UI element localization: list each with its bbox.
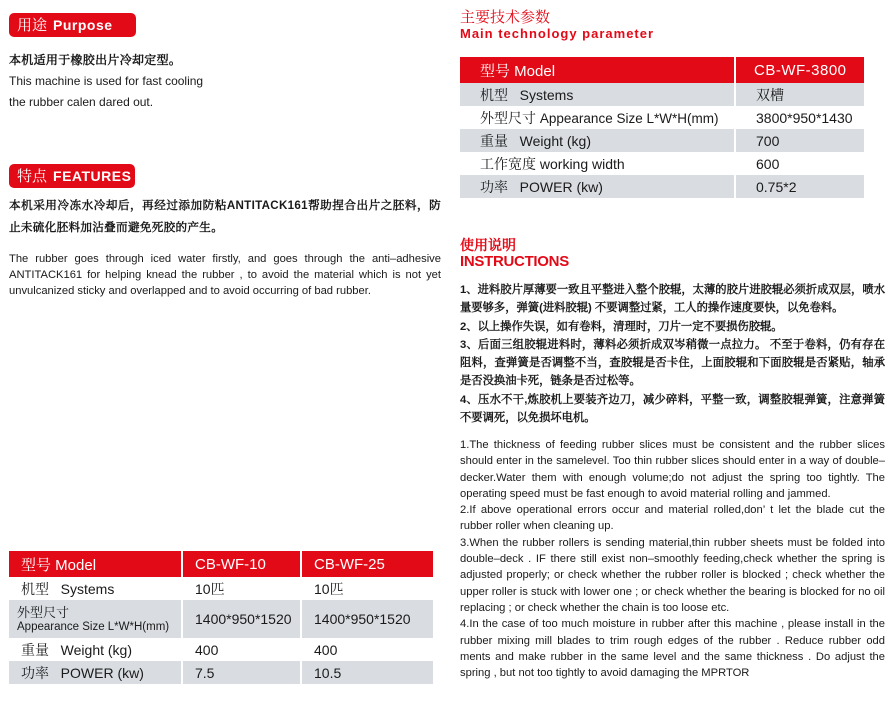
instruction-cn-item: 2、以上操作失误，如有卷料，清理时，刀片一定不要损伤胶辊。 — [460, 320, 783, 333]
row-label — [460, 83, 735, 106]
label-en: Weight (kg) — [519, 132, 591, 149]
row-col1: 7.5 — [182, 661, 301, 684]
features-text-cn: 本机采用冷冻水冷却后，再经过添加防粘ANTITACK161帮助捏合出片之胚料，防止未硫化胚料加沾叠而避免死胶的产生。 — [9, 199, 441, 234]
row-col2: 400 — [301, 638, 434, 661]
purpose-title-cn: 用途 — [17, 17, 48, 34]
label-en: Weight (kg) — [60, 641, 132, 658]
table-row — [9, 600, 434, 638]
row-col1: 10匹 — [182, 577, 301, 600]
row-col2: 10匹 — [301, 577, 434, 600]
instruction-cn-item: 4、压水不干,炼胶机上要装齐边刀，减少碎料，平整一致，调整胶辊弹簧，注意弹簧不要调死，以免损坏电机。 — [460, 393, 885, 425]
label-en: POWER (kw) — [519, 178, 603, 195]
row-label — [460, 175, 735, 198]
row-value: 700 — [735, 129, 865, 152]
instruction-cn-item: 1、进料胶片厚薄要一致且平整进入整个胶辊，太薄的胶片进胶辊必须折成双层，喷水量要够多，弹簧(进料胶辊) 不要调整过紧，工人的操作速度要快，以免卷料。 — [460, 284, 885, 315]
table-header-row — [9, 551, 434, 577]
instruction-en-item: 3.When the rubber rollers is sending material,thin rubber sheets must be folded into double–deck . IF there still exist non–smoothly feeding,check whether the spring is adjusted properly; or check whether the rubber roller is blocked ; check whether the upper roller is stuck with lower one ; or check whether the bearing is blocked for no oil replacing ; or check whether the chain is too loose etc. — [460, 536, 885, 614]
header-model-label: 型号 Model — [460, 57, 735, 83]
instruction-en-item: 1.The thickness of feeding rubber slices must be consistent and the rubber slices should enter in the samelevel. Too thin rubber slices should enter in a way of double–decker.Water them with enough volume;do not adjust the spring too tightly. The operating speed must be fast enough to avoid material rolling and jammed. — [460, 439, 885, 500]
row-label — [460, 129, 735, 152]
label-en: Appearance Size L*W*H(mm) — [17, 620, 170, 633]
main-spec-table — [460, 57, 866, 198]
row-value: 3800*950*1430 — [735, 106, 865, 129]
main-params-title-en: Main technology parameter — [460, 26, 655, 41]
header-model-col2: CB-WF-25 — [301, 551, 434, 577]
label-cn: 重量 — [480, 132, 508, 149]
instructions-cn — [460, 281, 885, 427]
label-cn: 外型尺寸 — [17, 604, 70, 620]
label-en: working width — [539, 155, 625, 172]
label-cn: 外型尺寸 — [480, 109, 536, 126]
label-cn: 重量 — [21, 641, 49, 658]
instruction-en-item: 4.In the case of too much moisture in rubber after this machine , please install in the rubber mixing mill blades to trim rough edges of the rubber . Reduce rubber odd ments and make rubber in the same level and the same thickness . Do adjust the spring , but not too tightly to avoid damaging the MPRTOR — [460, 618, 885, 680]
row-value: 600 — [735, 152, 865, 175]
instructions-title-cn: 使用说明 — [460, 237, 516, 253]
row-label — [9, 577, 182, 600]
features-text-en: The rubber goes through iced water firstly, and goes through the anti–adhesive ANTITACK161 for helping knead the rubber , to avoid the material which is not yet unvulcanized sticky and overlapped and to avoid occurring of bad rubber. — [9, 253, 441, 297]
row-label — [9, 661, 182, 684]
features-title-en: FEATURES — [53, 168, 132, 184]
label-cn: 功率 — [480, 178, 508, 195]
table-row — [460, 152, 865, 175]
instructions-en — [460, 437, 885, 681]
label-en: POWER (kw) — [60, 664, 144, 681]
label-cn: 工作宽度 — [480, 155, 536, 172]
table-row — [460, 175, 865, 198]
header-model-label: 型号 Model — [9, 551, 182, 577]
table-row — [9, 661, 434, 684]
row-col1: 1400*950*1520 — [182, 600, 301, 638]
row-value: 双槽 — [735, 83, 865, 106]
header-model-col1: CB-WF-10 — [182, 551, 301, 577]
purpose-title-en: Purpose — [53, 17, 113, 33]
table-row — [460, 106, 865, 129]
row-label — [9, 600, 182, 638]
purpose-text-en-line1: This machine is used for fast cooling — [9, 74, 204, 88]
purpose-text-cn: 本机适用于橡胶出片冷却定型。 — [9, 53, 182, 67]
row-col2: 10.5 — [301, 661, 434, 684]
features-heading — [9, 164, 135, 188]
label-cn: 功率 — [21, 664, 49, 681]
label-cn: 机型 — [21, 580, 49, 597]
label-en: Systems — [60, 580, 115, 597]
small-spec-table — [9, 551, 435, 684]
instruction-cn-item: 3、后面三组胶辊进料时，薄料必须折成双岑稍微一点拉力。 不至于卷料，仍有存在阻料，查弹簧是否调整不当，查胶辊是否卡住，上面胶辊和下面胶辊是否紧贴，轴承是否没换油卡死，链条是否过松等。 — [460, 338, 885, 388]
table-row — [9, 638, 434, 661]
row-col2: 1400*950*1520 — [301, 600, 434, 638]
features-title-cn: 特点 — [17, 168, 48, 185]
table-row — [460, 83, 865, 106]
label-en: Appearance Size L*W*H(mm) — [539, 110, 719, 126]
instruction-en-item: 2.If above operational errors occur and material rolled,don’ t let the blade cut the rubber roller when cleaning up. — [460, 504, 885, 533]
label-en: Systems — [519, 86, 574, 103]
row-col1: 400 — [182, 638, 301, 661]
row-label — [460, 152, 735, 175]
purpose-body — [9, 50, 429, 113]
header-model-value: CB-WF-3800 — [735, 57, 865, 83]
row-label — [9, 638, 182, 661]
table-header-row — [460, 57, 865, 83]
purpose-heading — [9, 13, 136, 37]
table-row — [9, 577, 434, 600]
table-row — [460, 129, 865, 152]
label-cn: 机型 — [480, 86, 508, 103]
instructions-title-en: INSTRUCTIONS — [460, 253, 569, 270]
row-label — [460, 106, 735, 129]
row-value: 0.75*2 — [735, 175, 865, 198]
main-params-title-cn: 主要技术参数 — [460, 9, 551, 26]
purpose-text-en-line2: the rubber calen dared out. — [9, 95, 154, 109]
